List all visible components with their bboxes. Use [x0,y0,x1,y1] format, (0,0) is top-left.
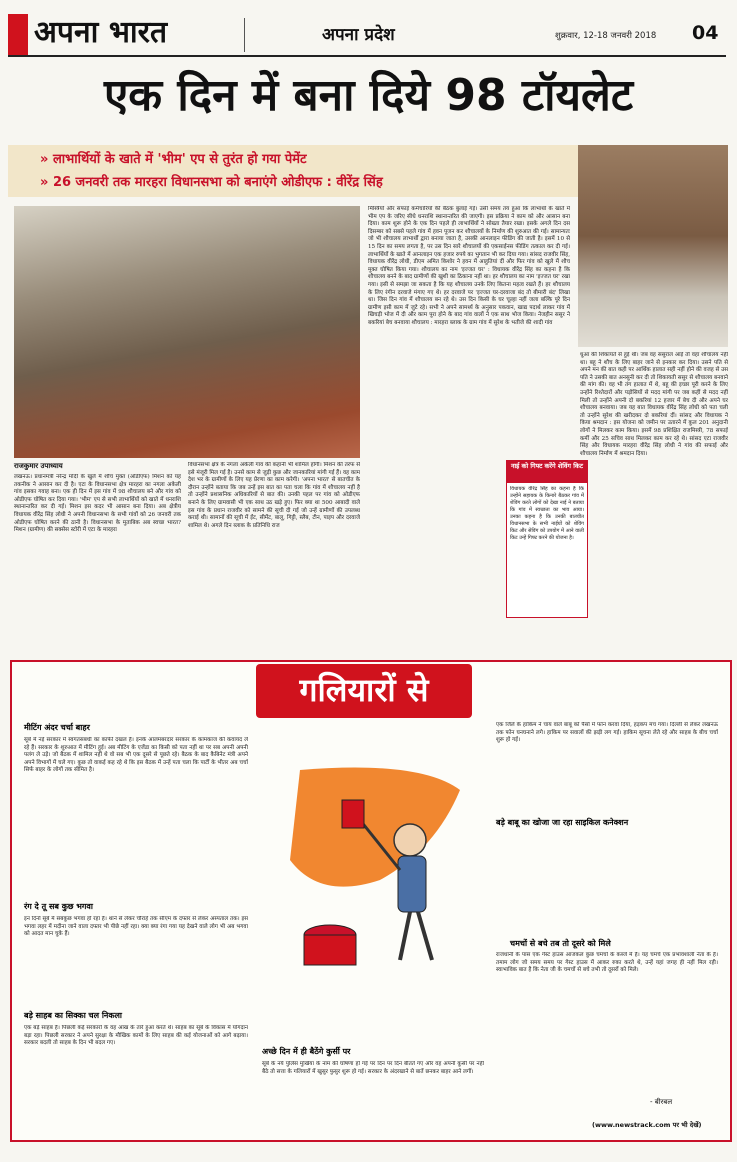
main-headline: एक दिन में बना दिये 98 टॉयलेट [103,70,634,121]
header-rule [8,55,726,57]
col-title-bhagwa: रंग दे तू सब कुछ भगवा [24,902,93,911]
col-text-sikka: एक बड़े साहब हैं। पिछली कई सरकारों के वह आंख के तारे हुआ करते थे। साहब का सूबे के विकास में योगदान बड़ा रहा। पिछली सरकार ने अपने सुरक्षा के मौखिक कामों के लिए साहब की कई योजनाओं को आगे बढ़ाया। सरकार बदली तो साहब के दिन भी बदल गए। [24,1025,248,1047]
section-name: अपना प्रदेश [322,25,395,45]
col-title-chamche: चमचों से बचे तब तो दूसरे को मिले [510,939,611,948]
arrow-icon: » [40,175,49,190]
side-box-title: नाई को गिफ्ट करेंगे शेविंग किट [507,461,587,483]
col-title-sikka: बड़े साहब का सिक्का चल निकला [24,1011,122,1020]
header-red-block [8,14,28,56]
painter-cartoon [260,730,480,980]
col-title-cycle: बड़े बाबू का खोजा जा रहा साइकिल कनेक्शन [496,818,629,827]
painter-cartoon-drawing [260,730,480,980]
article-col-4: धुआं की शिकायतें से हुई थी। जब वह ससुराल आई तो वहां शौचालय नहीं था। बहू ने शौच के लिए बाहर जाने से इनकार कर दिया। उसने पति से अपने मन की बात कही पर आर्थिक हालात सही नहीं होने की वजह से उस पति ने उसकी बात अनसुनी कर दी तो शिकायती ससुर से शौचालय बनवाने की मांग की। वह भी तंग हालात में थे, बहू की इच्छा पूरी करने के लिए उन्होंने रिश्तेदारों और पड़ोसियों से मदद मांगी पर जब कहीं से मदद नहीं मिली तो उन्होंने अपनी दो बकरियां 12 हजार में बेच दी और अपने घर शौचालय बनवाया। जब यह बात विधायक वीरेंद्र सिंह लोधी को पता चली तो उन्होंने सुरेश की खरीदकर दो बकरियां दीं। सांसद और विधायक ने किया श्रमदान : इस योजना को जमीन पर उतारने में कुल 201 अनुदानी लोगों ने मिलकर काम किया। इसमें 98 प्रशिक्षित राजमिस्त्री, 78 सफाई कर्मी और 25 सचिव साथ मिलकर काम कर रहे थे। सांसद एटा राजवीर सिंह और विधायक मारहरा वीरेंद्र सिंह लोधी ने गांव की सफाई और शौचालय निर्माण में श्रमदान दिया। [580,352,728,457]
footer-url: (www.newstrack.com पर भी देखें) [592,1121,702,1129]
col-text-kursi: सूबे के नये पुलिस मुखिया के नाम की घोषणा हो गई पर दिन पर दिन बीतते गए और वह अपनी कुर्सी पर नहीं बैठे तो सत्ता के गलियारों में खुसुर फुसुर शुरू हो गई। सरकार के अंदरखाने से बातें छनकर बाहर आने लगीं। [262,1061,484,1075]
farmer-photo [578,145,728,347]
col-text-intro-right: एक जिले के हाकिम ने चाय वाले बाबू को पैसों में फोन करवा दिया, हड़कंप मच गया। दिल्ली से लेकर लखनऊ तक फोन घनघनाने लगे। हाकिम पर सवालों की झड़ी लग गई। हाकिम सूचना लेते रहे और साहब के बीच चर्चा शुरू हो गई। [496,722,718,744]
col-title-meeting: मीटिंग अंदर चर्चा बाहर [24,723,90,732]
main-photo [14,206,360,458]
highlight-2-text: 26 जनवरी तक मारहरा विधानसभा को बनाएंगे ओडीएफ : वीरेंद्र सिंह [52,175,383,190]
article-col-3: मिस्त्रियों और सफाई कर्मचारियों की बैठक बुलाई गई। उसी समय तय हुआ कि लाभार्थी के खाते में भीम एप के जरिए सीधे धनराशि स्थानान्तरित की जाएगी। इस प्रक्रिया ने काम को और आसान बना दिया। काम शुरू होने के एक दिन पहले ही लाभार्थियों ने सोख्ता तैयार रखा। इसके अगले दिन दस दिसम्बर को सबसे पहले गांव में हवन पूजन कर शौचालयों के निर्माण की शुरुआत की गई। सामान्यतः जो भी शौचालय लाभार्थी द्वारा बनाया जाता है, उसकी आनलाइन फीडिंग की जाती है। इसमें 10 से 15 दिन का समय लगता है, पर उस दिन सारे शौचालयों की एकसाईनस फीडिंग तत्काल कर दी गई। लाभार्थियों के खाते में आनलाइन एक हजार रुपये का भुगतान भी कर दिया गया। सांसद राजवीर सिंह, विधायक वीरेंद्र लोधी, डीएम अमित किशोर ने हवन में आहुतियां दीं और फिर गांव को खुले में शौच मुक्त घोषित किया गया। शौचालय का नाम 'इज्जत घर' : विधायक वीरेंद्र सिंह का कहना है कि शौचालय बनने के बाद ग्रामीणों की खुशी का ठिकाना नहीं था। हर शौचालय का नाम 'इज्जत घर' रखा गया। इसी से समझा जा सकता है कि यह शौचालय उनके लिए कितना महत्व रखते हैं। हर शौचालय के लिए रंगीन दरवाजे मंगाए गए थे। हर दरवाजे पर 'इज्जत घर-दरवाजा बंद तो बीमारी बंद' लिखा था। जिस दिन गांव में शौचालय बन रहे थे। उस दिन किसी के घर चूल्हा नहीं जला बल्कि पूरे दिन ग्रामीण इसी काम में जुटे रहे। सभी ने अपने सामर्थ्य के अनुसार पकवान, खाद्य पदार्थ लाकर गांव में खिचड़ी भोज में दी और काम पूरा होने के बाद गांव वालों ने एक साथ भोज किया। नेजहीन ससुर ने बकरियां बेच बनवाया शौचालय : मारहरा ब्लाक के ग्राम गांव में सुरेश के भतीजे की शादी गांव [368,206,570,326]
masthead: अपना भारत [34,15,168,50]
article-col-1: लखनऊ। प्रधानमंत्री नरेन्द्र मोदी के खुले में शौच मुक्त (ओडीएफ) मिशन को यह तकनीक ने आसान कर दी है। एटा के विधानसभा क्षेत्र मारहरा का नगला अकेली गांव इसका गवाह बना। एक ही दिन में इस गांव में 98 शौचालय बने और गांव को ओडीएफ घोषित कर दिया गया। 'भीम' एप से सभी लाभार्थियों को खाते में धनराशि स्थानान्तरित कर दी गई। मिशन इस कदर भी आसान बना दिया। अब क्षेत्रीय विधायक वीरेंद्र सिंह लोधी ने अपनी विधानसभा के सभी गांवों को 26 जनवरी तक ओडीएफ घोषित करने की ठानी है। विधानसभा के मुताबिक अब स्वच्छ भारत? मिशन (ग्रामीण) की सक्सेस स्टोरी में एटा के मारहरा [14,474,181,534]
article-col-2: विधानसभा क्षेत्र के नगला अकेली गांव की कहानी भी शामिल होगी। मिशन की तरफ से इसे मंजूरी मिल गई है। उनसे काम से जुड़ी कुछ और जानकारियां मांगी गई हैं। वह काम देश भर के ग्रामीणों के लिए यह प्रेरणा का काम करेगी। 'अपना भारत' से बातचीत के दौरान उन्होंने बताया कि जब उन्हें इस बात का पता चला कि गांव में शौचालय नहीं है तो उन्होंने प्रशासनिक अधिकारियों से बात की। उनकी पहल पर गांव को ओडीएफ बनाने के लिए ग्रामवासी भी एक साथ उठ खड़े हुए। फिर क्या था 500 आबादी वाले इस गांव के प्रधान राजवीर को सामने की सूची दी गई जो उन्हें ग्रामीणों की उपलब्ध कराई थी। सामानों की सूची में ईंट, सीमेंट, बालू, गिट्टी, स्लैब, टीन, पाइप और दरवाजे शामिल थे। अगले दिन ब्लाक के प्रतिनिधि राज [188,462,360,529]
header-divider [244,18,245,52]
signoff: - बीरबल [650,1098,673,1106]
arrow-icon: » [40,152,49,167]
issue-date: शुक्रवार, 12-18 जनवरी 2018 [555,31,657,41]
highlight-1 [40,149,307,167]
col-text-chamche: राजधानी के पास एक गेस्ट हाउस आजकल कुछ चमचों के कब्जे में है। यह चमचे एक प्रभावशाली नेता के हैं। तमाम लोग जो समय समय पर गेस्ट हाउस में आकर रुका करते थे, उन्हें यहां जगह ही नहीं मिल रही। स्वाभाविक बात है कि नेता जी के चमचों से बचे तभी तो दूसरों को मिले। [496,952,718,974]
col-title-kursi: अच्छे दिन में ही बैठेंगे कुर्सी पर [262,1047,351,1056]
byline: राजकुमार उपाध्याय [14,462,63,470]
side-box-text: विधायक वीरेंद्र सिंह का कहना है कि उन्होंने सहायक के किनारे बैठकर गांव में शेविंग करते लोगों को देखा नाई ने बताया कि गांव में स्वच्छता का भाव आया। उनका कहना है कि उनकी बातचीत विधानसभा के सभी नाईयों को शेविंग किट और सेविंग को उपयोग में आने वाली किट उन्हें गिफ्ट करने की योजना है। [510,486,584,541]
col-text-bhagwa: इन दिनों सूबे में सबकुछ भगवा हो रहा है। थाने से लेकर चौराहे तक सीएम के दफ्तर से लेकर अस्पताल तक। इस भगवा लहर में मदीना जाने वाला दफ्तर भी पीछे नहीं रहा। क्या क्या रंगा गया यह देखने वाले लोग भी अब भगवा को आदत मान चुके हैं। [24,916,248,938]
col-text-meeting: सूबे में नई सरकार में स्वगतसंबंधी का काफी दखल है। इनके आलमबरदार सरकार के कामकाज की कवायद ले रहे हैं। सरकार के शुरुआत में मीटिंग हुई। अब मीटिंग के एजेंडा का किसी को पता नहीं था पर सब अपनी अपनी पलंग ले उड़े। जो बैठक में शामिल नहीं थे वो सब भी एक दूसरे से पूछते रहे। बैठक के बाद कैबिनेट मंत्री अपने अपने विभागों में चले गए। कुछ तो वाकई कह रहे थे कि इस बैठक में उन्हें पता चला कि पार्टी के भीतर अब चर्चा सिर्फ बाहर के लोगों तक सीमित है। [24,737,248,774]
highlight-2 [40,172,383,190]
galiyaron-banner-text: गलियारों से [299,671,429,709]
page-number: 04 [692,22,719,44]
highlight-1-text: लाभार्थियों के खाते में 'भीम' एप से तुरंत हो गया पेमेंट [52,152,307,167]
